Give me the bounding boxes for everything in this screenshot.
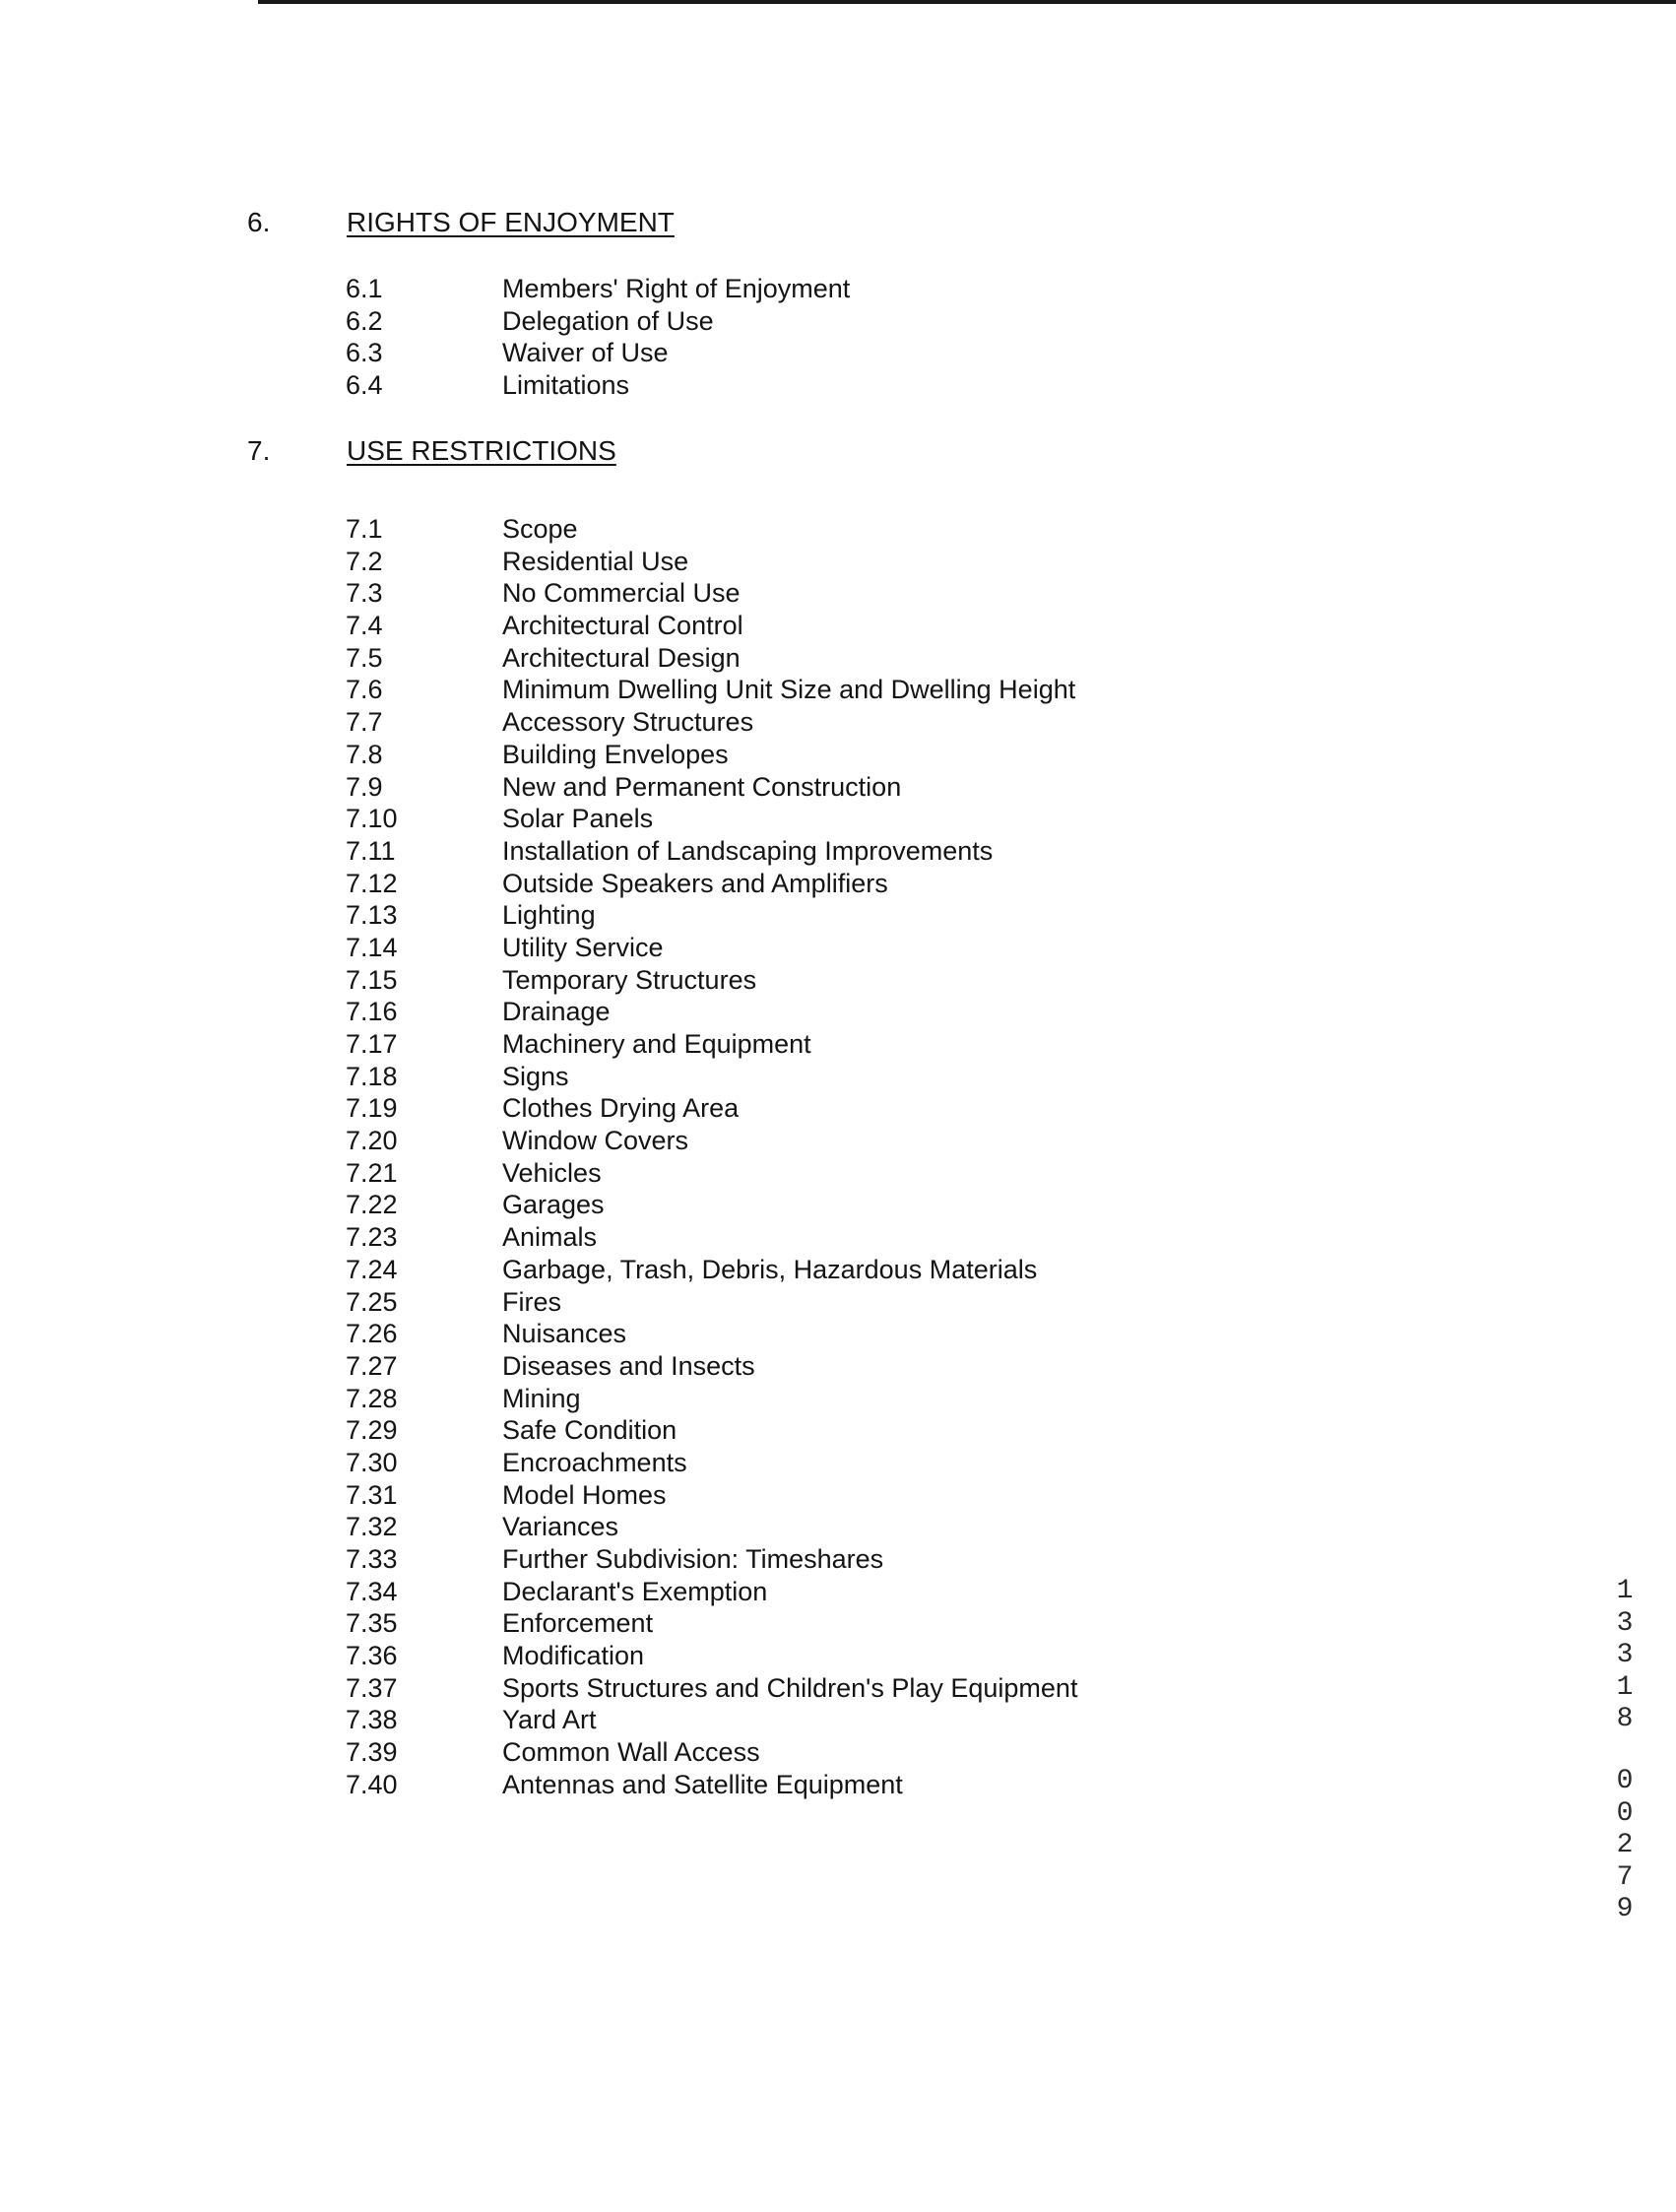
item-number: 7.26 — [346, 1319, 398, 1349]
item-number: 7.11 — [346, 835, 396, 866]
item-number: 7.22 — [346, 1190, 398, 1220]
bates-page-number — [1611, 1766, 1639, 1926]
item-title: Garbage, Trash, Debris, Hazardous Materials — [502, 1254, 1038, 1284]
item-title: Accessory Structures — [502, 707, 754, 738]
item-title: Limitations — [502, 370, 630, 401]
item-title: Mining — [502, 1383, 581, 1413]
item-number: 7.18 — [346, 1061, 398, 1091]
item-number: 7.3 — [346, 578, 383, 609]
item-number: 7.29 — [346, 1415, 398, 1446]
bates-digit: 3 — [1616, 1607, 1634, 1639]
section-number: 7. — [247, 435, 271, 466]
item-title: Machinery and Equipment — [502, 1029, 811, 1059]
item-number: 7.14 — [346, 932, 398, 962]
item-title: Architectural Design — [502, 642, 741, 673]
item-title: Members' Right of Enjoyment — [502, 274, 851, 303]
item-number: 7.7 — [346, 707, 383, 738]
item-title: Utility Service — [502, 932, 664, 962]
item-number: 7.28 — [346, 1383, 398, 1413]
item-title: Fires — [502, 1286, 561, 1317]
item-title: Nuisances — [502, 1319, 627, 1349]
item-number: 7.4 — [346, 611, 383, 641]
item-number: 7.6 — [346, 675, 383, 705]
item-number: 6.3 — [346, 338, 383, 368]
item-number: 7.35 — [346, 1608, 398, 1639]
item-title: No Commercial Use — [502, 578, 741, 609]
item-number: 7.40 — [346, 1769, 398, 1799]
item-title: Drainage — [502, 997, 611, 1027]
item-number: 7.25 — [346, 1286, 398, 1317]
item-number: 7.10 — [346, 804, 398, 834]
item-number: 7.39 — [346, 1737, 398, 1768]
item-title: Lighting — [502, 900, 596, 931]
bates-digit: 7 — [1616, 1861, 1634, 1893]
item-title: Encroachments — [502, 1447, 687, 1477]
item-title: Signs — [502, 1061, 569, 1091]
item-title: Sports Structures and Children's Play Equipment — [502, 1672, 1078, 1703]
item-number: 7.32 — [346, 1512, 398, 1542]
item-number: 7.19 — [346, 1093, 398, 1124]
bates-digit: 1 — [1616, 1671, 1634, 1703]
item-title: Model Homes — [502, 1479, 667, 1510]
item-title: Architectural Control — [502, 611, 743, 641]
item-title: Minimum Dwelling Unit Size and Dwelling Height — [502, 675, 1076, 705]
item-title: Antennas and Satellite Equipment — [502, 1769, 903, 1799]
bates-digit: 9 — [1616, 1894, 1634, 1925]
item-title: Building Envelopes — [502, 739, 729, 769]
item-title: Modification — [502, 1641, 645, 1671]
item-number: 7.8 — [346, 739, 383, 769]
item-title: New and Permanent Construction — [502, 771, 902, 802]
item-number: 7.34 — [346, 1576, 398, 1606]
bates-book-number — [1611, 1576, 1639, 1736]
item-number: 7.30 — [346, 1447, 398, 1477]
section-title: USE RESTRICTIONS — [347, 435, 616, 466]
item-title: Diseases and Insects — [502, 1350, 755, 1381]
item-number: 7.17 — [346, 1029, 398, 1059]
bates-digit: 0 — [1616, 1797, 1634, 1829]
item-title: Waiver of Use — [502, 338, 669, 368]
item-number: 7.2 — [346, 546, 383, 576]
item-title: Delegation of Use — [502, 305, 714, 336]
item-title: Clothes Drying Area — [502, 1093, 740, 1124]
item-number: 7.20 — [346, 1126, 398, 1156]
item-title: Temporary Structures — [502, 964, 757, 995]
item-title: Yard Art — [502, 1705, 597, 1735]
top-border-line — [258, 0, 1676, 4]
item-title: Animals — [502, 1222, 598, 1253]
item-number: 7.16 — [346, 997, 398, 1027]
item-title: Common Wall Access — [502, 1737, 760, 1768]
item-number: 6.2 — [346, 305, 383, 336]
item-number: 7.33 — [346, 1544, 398, 1574]
item-number: 7.36 — [346, 1641, 398, 1671]
item-number: 7.1 — [346, 514, 383, 544]
item-title: Declarant's Exemption — [502, 1576, 768, 1606]
item-title: Scope — [502, 514, 578, 544]
item-title: Further Subdivision: Timeshares — [502, 1544, 884, 1574]
item-number: 7.31 — [346, 1479, 398, 1510]
item-number: 7.37 — [346, 1672, 398, 1703]
item-number: 7.21 — [346, 1157, 398, 1188]
item-number: 7.24 — [346, 1254, 398, 1284]
item-title: Variances — [502, 1512, 619, 1542]
bates-digit: 3 — [1616, 1640, 1634, 1671]
item-title: Residential Use — [502, 546, 689, 576]
item-number: 6.1 — [346, 274, 383, 303]
item-number: 7.23 — [346, 1222, 398, 1253]
bates-digit: 1 — [1616, 1576, 1634, 1606]
item-title: Outside Speakers and Amplifiers — [502, 868, 888, 898]
bates-digit: 8 — [1616, 1704, 1634, 1735]
item-title: Solar Panels — [502, 804, 654, 834]
item-number: 7.12 — [346, 868, 398, 898]
item-title: Enforcement — [502, 1608, 654, 1639]
item-title: Window Covers — [502, 1126, 689, 1156]
item-number: 6.4 — [346, 370, 383, 401]
item-title: Garages — [502, 1190, 605, 1220]
section-title: RIGHTS OF ENJOYMENT — [347, 207, 675, 237]
item-number: 7.27 — [346, 1350, 398, 1381]
item-number: 7.15 — [346, 964, 398, 995]
item-title: Safe Condition — [502, 1415, 677, 1446]
item-number: 7.9 — [346, 771, 383, 802]
bates-digit: 2 — [1616, 1830, 1634, 1861]
section-number: 6. — [247, 207, 271, 237]
item-number: 7.5 — [346, 642, 383, 673]
item-number: 7.13 — [346, 900, 398, 931]
bates-stamp — [1611, 1576, 1639, 1926]
item-title: Installation of Landscaping Improvements — [502, 835, 994, 866]
item-number: 7.38 — [346, 1705, 398, 1735]
bates-digit: 0 — [1616, 1765, 1634, 1796]
item-title: Vehicles — [502, 1157, 602, 1188]
